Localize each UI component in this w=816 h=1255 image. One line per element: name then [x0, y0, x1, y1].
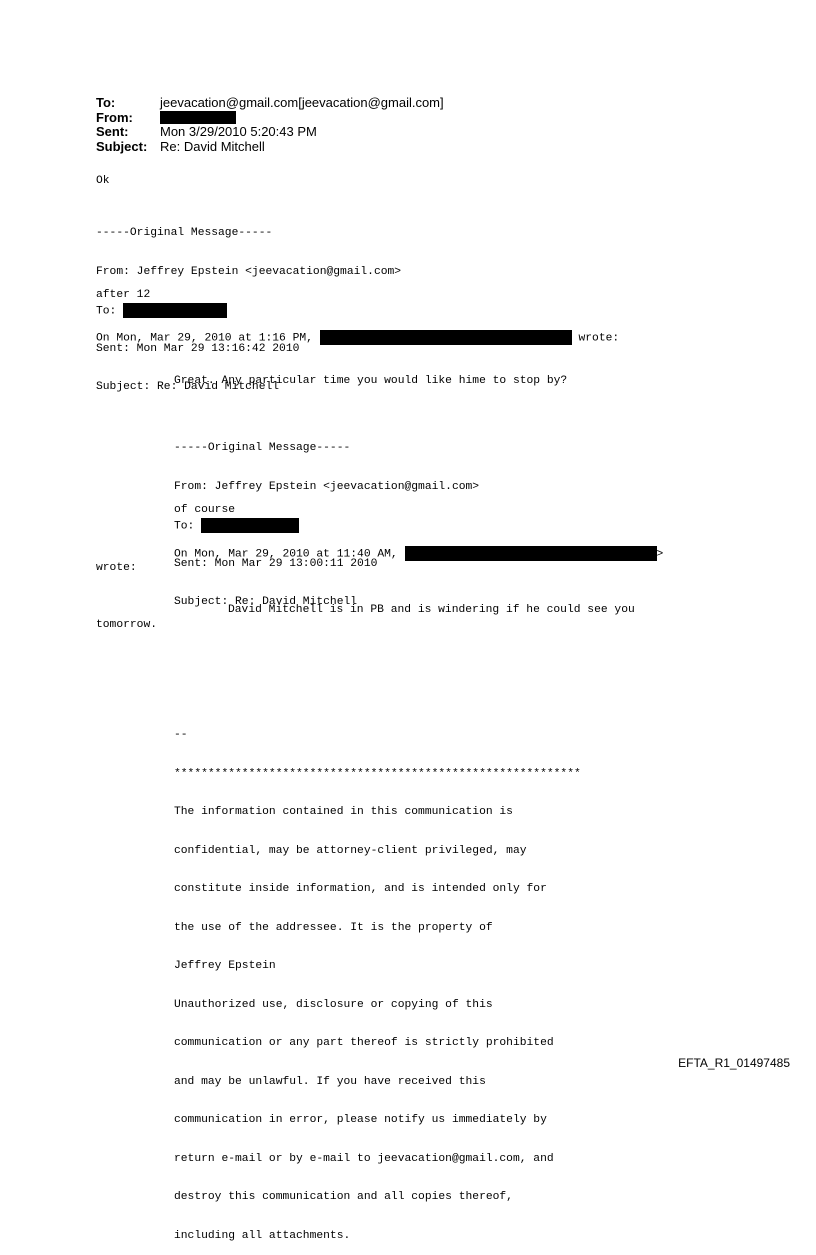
disclaimer-line: communication in error, please notify us immediately by: [174, 1114, 547, 1126]
signature-stars: ************************************************************: [174, 767, 581, 780]
subject-row: [96, 140, 444, 155]
document-id: EFTA_R1_01497485: [678, 1056, 790, 1070]
subject-value: Re: David Mitchell: [160, 138, 265, 154]
redaction-bar: [320, 330, 572, 345]
redaction-bar: [405, 546, 657, 561]
disclaimer-line: return e-mail or by e-mail to jeevacation@gmail.com, and: [174, 1152, 554, 1165]
disclaimer-line: constitute inside information, and is intended only for: [174, 883, 547, 895]
from-label: From:: [96, 109, 133, 125]
disclaimer-line: including all attachments.: [174, 1229, 351, 1242]
disclaimer-line: the use of the addressee. It is the property of: [174, 921, 493, 934]
disclaimer-line: The information contained in this communication is: [174, 806, 513, 818]
to-line: [96, 303, 401, 318]
attribution-suffix: wrote:: [578, 332, 620, 345]
original-message-2: [174, 417, 479, 622]
separator: -----Original Message-----: [96, 227, 273, 239]
disclaimer-line: communication or any part thereof is strictly prohibited: [174, 1037, 554, 1049]
quoted-2-line-2: tomorrow.: [96, 619, 158, 631]
signature-dashes: --: [174, 729, 188, 741]
email-header: [96, 96, 444, 154]
sent-value: Mon 3/29/2010 5:20:43 PM: [160, 124, 317, 139]
message-text: after 12: [96, 289, 151, 301]
separator: -----Original Message-----: [174, 442, 351, 454]
to-line: [174, 518, 479, 533]
redaction-bar: [201, 518, 299, 533]
from-line: From: Jeffrey Epstein <jeevacation@gmail.com>: [96, 265, 402, 278]
sent-row: [96, 125, 444, 140]
to-label: To:: [174, 520, 195, 533]
attribution-prefix: On Mon, Mar 29, 2010 at 11:40 AM,: [174, 548, 398, 561]
quoted-message: Great. Any particular time you would like hime to stop by?: [174, 375, 568, 387]
to-label: To:: [96, 305, 117, 318]
disclaimer-line: Unauthorized use, disclosure or copying of this: [174, 998, 493, 1011]
reply-text: Ok: [96, 175, 110, 187]
quoted-message-2: of course: [174, 504, 236, 516]
attribution-wrap: wrote:: [96, 562, 137, 574]
disclaimer-line: destroy this communication and all copies thereof,: [174, 1191, 513, 1203]
attribution-line-1: [96, 330, 619, 345]
to-label: To:: [96, 95, 116, 110]
subject-line: Subject: Re: David Mitchell: [96, 381, 280, 393]
from-line: From: Jeffrey Epstein <jeevacation@gmail.com>: [174, 480, 480, 493]
sent-label: Sent:: [96, 124, 129, 139]
disclaimer-line: and may be unlawful. If you have received this: [174, 1075, 486, 1088]
subject-label: Subject:: [96, 138, 148, 154]
signature-block: [174, 704, 581, 1255]
from-row: [96, 111, 444, 126]
attribution-suffix: >: [656, 548, 664, 561]
subject-line: Subject: Re: David Mitchell: [174, 596, 358, 608]
attribution-prefix: On Mon, Mar 29, 2010 at 1:16 PM,: [96, 332, 313, 345]
redaction-bar: [123, 303, 227, 318]
disclaimer-line: Jeffrey Epstein: [174, 960, 276, 972]
redaction-bar: [160, 111, 236, 124]
sent-line: Sent: Mon Mar 29 13:16:42 2010: [96, 342, 300, 355]
to-row: [96, 96, 444, 111]
sent-line: Sent: Mon Mar 29 13:00:11 2010: [174, 557, 378, 570]
to-value: jeevacation@gmail.com[jeevacation@gmail.com]: [160, 95, 444, 110]
quoted-2-line-1: David Mitchell is in PB and is windering if he could see you: [228, 604, 635, 616]
attribution-line-2: [174, 546, 663, 561]
disclaimer-line: confidential, may be attorney-client privileged, may: [174, 844, 527, 857]
